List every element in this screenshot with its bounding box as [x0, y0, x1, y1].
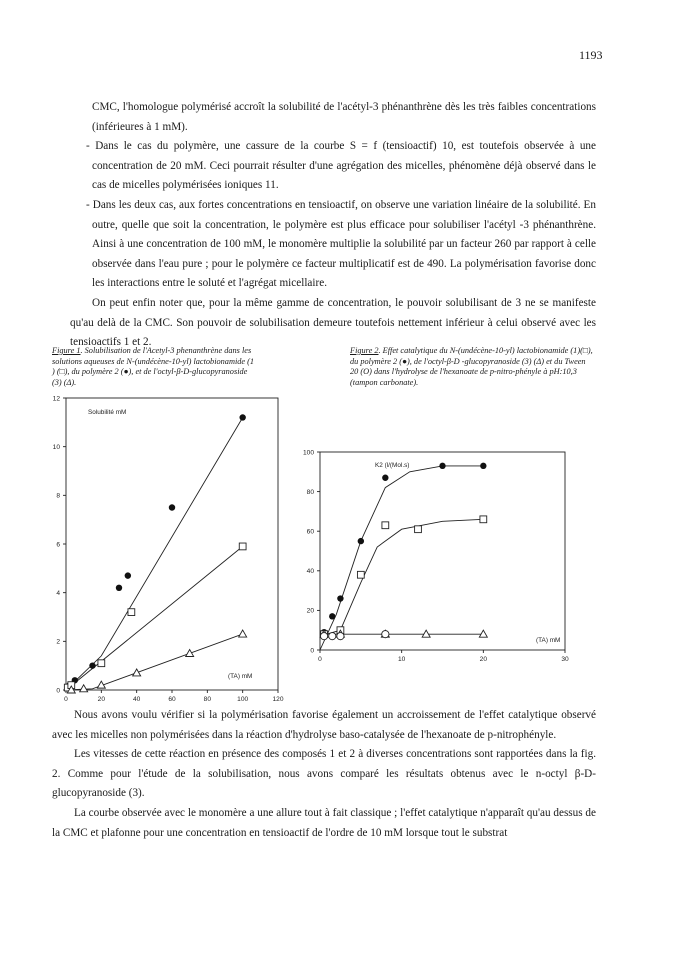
paragraph: - Dans les deux cas, aux fortes concentrations en tensioactif, on observe une variation linéaire de la solubilité. En outre, quelle que soit la concentration, le polymère est plus efficace pour solubiliser l'acétyl -3 phénanthrène. Ainsi à une concentration de 100 mM, le monomère multiplie la solubilité par un facteur 260 par rapport à celle observée dans l'eau pure ; pour le polymère ce facteur multiplicatif est de 490. La polymérisation favorise donc les interactions entre le soluté et l'agrégat micellaire.: [86, 198, 596, 290]
x-tick-label: 0: [318, 656, 322, 663]
x-tick-label: 80: [203, 696, 212, 703]
y-tick-label: 12: [52, 395, 60, 403]
body-text-bottom: [52, 706, 596, 843]
data-point: [80, 685, 88, 692]
data-point: [125, 572, 131, 578]
y-tick-label: 80: [306, 488, 314, 496]
data-point: [89, 662, 95, 668]
series-line: [66, 418, 243, 691]
figure1-caption-text: . Solubilisation de l'Acetyl-3 phenanthrène dans les solutions aqueuses de N-(undécène-10-yl) lactobionamide (1 ) (□), du polymère 2 (●), et de l'octyl-β-D-glucopyranoside (3) (Δ).: [52, 346, 255, 387]
data-point: [239, 414, 245, 420]
data-point: [169, 504, 175, 510]
figure1-label: Figure 1: [52, 346, 81, 355]
x-tick-label: 20: [479, 656, 488, 663]
y-tick-label: 60: [306, 528, 314, 536]
x-tick-label: 60: [168, 696, 176, 703]
x-tick-label: 120: [272, 696, 284, 703]
figure2-caption-text: . Effet catalytique du N-(undécène-10-yl) lactobionamide (1)(□), du polymère 2 (●), de l'octyl-β-D -glucopyranoside (3) (Δ) et du Tween 20 (O) dans l'hydrolyse de l'hexanoate de p-nitro-phényle à pH:10,3 (tampon carbonate).: [350, 346, 593, 387]
data-point: [239, 543, 246, 550]
data-point: [186, 650, 194, 657]
y-tick-label: 2: [56, 638, 60, 646]
figure2-label: Figure 2: [350, 346, 379, 355]
data-point: [116, 585, 122, 591]
y-tick-label: 100: [302, 449, 314, 457]
x-tick-label: 40: [132, 696, 141, 703]
x-axis-title: (TA) mM: [228, 673, 253, 680]
x-tick-label: 10: [397, 656, 406, 663]
x-tick-label: 30: [561, 656, 569, 663]
x-tick-label: 20: [97, 696, 106, 703]
y-tick-label: 4: [56, 589, 60, 597]
data-point: [133, 669, 141, 676]
paragraph: CMC, l'homologue polymérisé accroît la solubilité de l'acétyl-3 phénanthrène dès les très faibles concentrations (inférieures à 1 mM).: [92, 101, 596, 133]
paragraph: - Dans le cas du polymère, une cassure de la courbe S = f (tensioactif) 10, est toutefois observée à une concentration de 20 mM. Ceci pourrait résulter d'une agrégation des micelles, phénomène déjà observé dans le cas de micelles polymérisées ioniques 11.: [86, 140, 596, 192]
paragraph: Nous avons voulu vérifier si la polymérisation favorise également un accroissement de l'effet catalytique observé avec les micelles non polymérisées dans la réaction d'hydrolyse baso-catalysée de l'hexanoate de p-nitrophényle.: [52, 709, 596, 741]
paragraph: Les vitesses de cette réaction en présence des composés 1 et 2 à diverses concentrations sont rapportées dans la fig. 2. Comme pour l'étude de la solubilisation, nous avons comparé les résultats obtenus avec le n-octyl β-D-glucopyranoside (3).: [52, 748, 596, 800]
y-tick-label: 40: [306, 568, 314, 576]
y-tick-label: 6: [56, 541, 60, 549]
x-axis-title: (TA) mM: [536, 637, 561, 644]
x-tick-label: 0: [64, 696, 68, 703]
y-tick-label: 20: [306, 607, 314, 615]
y-tick-label: 8: [56, 492, 60, 500]
paragraph: On peut enfin noter que, pour la même gamme de concentration, le pouvoir solubilisant de 3 ne se manifeste qu'au delà de la CMC. Son pouvoir de solubilisation demeure toutefois nettement inférieur à celui observé avec les tensioactifs 1 et 2.: [70, 296, 596, 349]
page-number: 1193: [579, 48, 603, 62]
y-tick-label: 0: [56, 687, 60, 695]
y-tick-label: 10: [52, 443, 60, 451]
data-point: [128, 609, 135, 616]
y-axis-title: K2 (l/(Mol.s): [375, 462, 410, 469]
paragraph: La courbe observée avec le monomère a une allure tout à fait classique ; l'effet catalytique n'apparaît qu'au dessus de la CMC et plafonne pour une concentration en tensioactif de l'ordre de 10 mM lorsque tout le substrat: [52, 806, 596, 839]
y-tick-label: 0: [310, 647, 314, 655]
series-line: [66, 634, 243, 690]
y-axis-title: Solubilité mM: [88, 409, 127, 416]
data-point: [239, 630, 247, 637]
data-point: [98, 660, 105, 667]
x-tick-label: 100: [237, 696, 249, 703]
